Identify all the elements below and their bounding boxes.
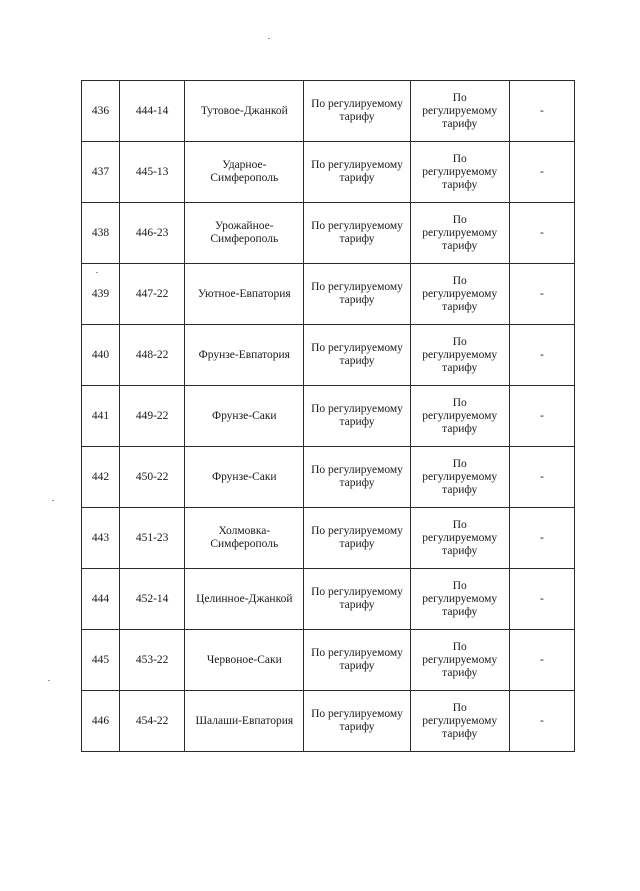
tariff-cell: По регулируемому тарифу xyxy=(304,325,410,386)
scan-speck xyxy=(48,680,50,681)
route-number-cell: 438 xyxy=(82,203,120,264)
route-number-cell: 440 xyxy=(82,325,120,386)
tariff-cell: По регулируемому тарифу xyxy=(304,447,410,508)
dash-cell: - xyxy=(509,508,574,569)
dash-cell: - xyxy=(509,203,574,264)
table-row xyxy=(82,691,575,752)
table-row xyxy=(82,81,575,142)
route-number-cell: 437 xyxy=(82,142,120,203)
route-number-cell: 446 xyxy=(82,691,120,752)
route-code-cell: 453-22 xyxy=(120,630,185,691)
route-code-cell: 450-22 xyxy=(120,447,185,508)
tariff-cell: По регулируемому тарифу xyxy=(410,264,509,325)
dash-cell: - xyxy=(509,81,574,142)
route-name-cell: Ударное- Симферополь xyxy=(185,142,304,203)
route-name-cell: Червоное-Саки xyxy=(185,630,304,691)
dash-cell: - xyxy=(509,630,574,691)
routes-table-body xyxy=(82,81,575,752)
route-code-cell: 444-14 xyxy=(120,81,185,142)
tariff-cell: По регулируемому тарифу xyxy=(410,630,509,691)
tariff-cell: По регулируемому тарифу xyxy=(304,569,410,630)
dash-cell: - xyxy=(509,569,574,630)
tariff-cell: По регулируемому тарифу xyxy=(304,142,410,203)
tariff-cell: По регулируемому тарифу xyxy=(410,325,509,386)
route-name-cell: Целинное-Джанкой xyxy=(185,569,304,630)
route-code-cell: 448-22 xyxy=(120,325,185,386)
route-number-cell: 443 xyxy=(82,508,120,569)
tariff-cell: По регулируемому тарифу xyxy=(304,508,410,569)
route-name-cell: Уютное-Евпатория xyxy=(185,264,304,325)
table-row xyxy=(82,203,575,264)
dash-cell: - xyxy=(509,325,574,386)
route-name-cell: Холмовка- Симферополь xyxy=(185,508,304,569)
tariff-cell: По регулируемому тарифу xyxy=(304,203,410,264)
tariff-cell: По регулируемому тарифу xyxy=(410,508,509,569)
tariff-cell: По регулируемому тарифу xyxy=(410,386,509,447)
tariff-cell: По регулируемому тарифу xyxy=(304,630,410,691)
table-row xyxy=(82,630,575,691)
route-code-cell: 451-23 xyxy=(120,508,185,569)
route-name-cell: Фрунзе-Саки xyxy=(185,386,304,447)
table-row xyxy=(82,569,575,630)
tariff-cell: По регулируемому тарифу xyxy=(410,142,509,203)
tariff-cell: По регулируемому тарифу xyxy=(410,447,509,508)
table-row xyxy=(82,386,575,447)
route-code-cell: 447-22 xyxy=(120,264,185,325)
routes-table xyxy=(81,80,575,752)
route-number-cell: 436 xyxy=(82,81,120,142)
tariff-cell: По регулируемому тарифу xyxy=(304,264,410,325)
tariff-cell: По регулируемому тарифу xyxy=(410,81,509,142)
route-name-cell: Фрунзе-Евпатория xyxy=(185,325,304,386)
route-number-cell: 444 xyxy=(82,569,120,630)
route-code-cell: 454-22 xyxy=(120,691,185,752)
route-number-cell: 441 xyxy=(82,386,120,447)
route-code-cell: 452-14 xyxy=(120,569,185,630)
table-row xyxy=(82,447,575,508)
tariff-cell: По регулируемому тарифу xyxy=(304,691,410,752)
scan-speck xyxy=(52,500,54,501)
route-name-cell: Шалаши-Евпатория xyxy=(185,691,304,752)
tariff-cell: По регулируемому тарифу xyxy=(410,691,509,752)
route-code-cell: 446-23 xyxy=(120,203,185,264)
route-number-cell: 439 xyxy=(82,264,120,325)
route-number-cell: 445 xyxy=(82,630,120,691)
tariff-cell: По регулируемому тарифу xyxy=(304,386,410,447)
route-name-cell: Фрунзе-Саки xyxy=(185,447,304,508)
scan-speck xyxy=(268,38,270,39)
tariff-cell: По регулируемому тарифу xyxy=(410,569,509,630)
table-row xyxy=(82,142,575,203)
tariff-cell: По регулируемому тарифу xyxy=(410,203,509,264)
dash-cell: - xyxy=(509,447,574,508)
route-code-cell: 449-22 xyxy=(120,386,185,447)
tariff-cell: По регулируемому тарифу xyxy=(304,81,410,142)
dash-cell: - xyxy=(509,386,574,447)
dash-cell: - xyxy=(509,691,574,752)
route-code-cell: 445-13 xyxy=(120,142,185,203)
dash-cell: - xyxy=(509,142,574,203)
route-name-cell: Урожайное- Симферополь xyxy=(185,203,304,264)
route-number-cell: 442 xyxy=(82,447,120,508)
route-name-cell: Тутовое-Джанкой xyxy=(185,81,304,142)
table-row xyxy=(82,325,575,386)
dash-cell: - xyxy=(509,264,574,325)
table-row xyxy=(82,508,575,569)
table-row xyxy=(82,264,575,325)
